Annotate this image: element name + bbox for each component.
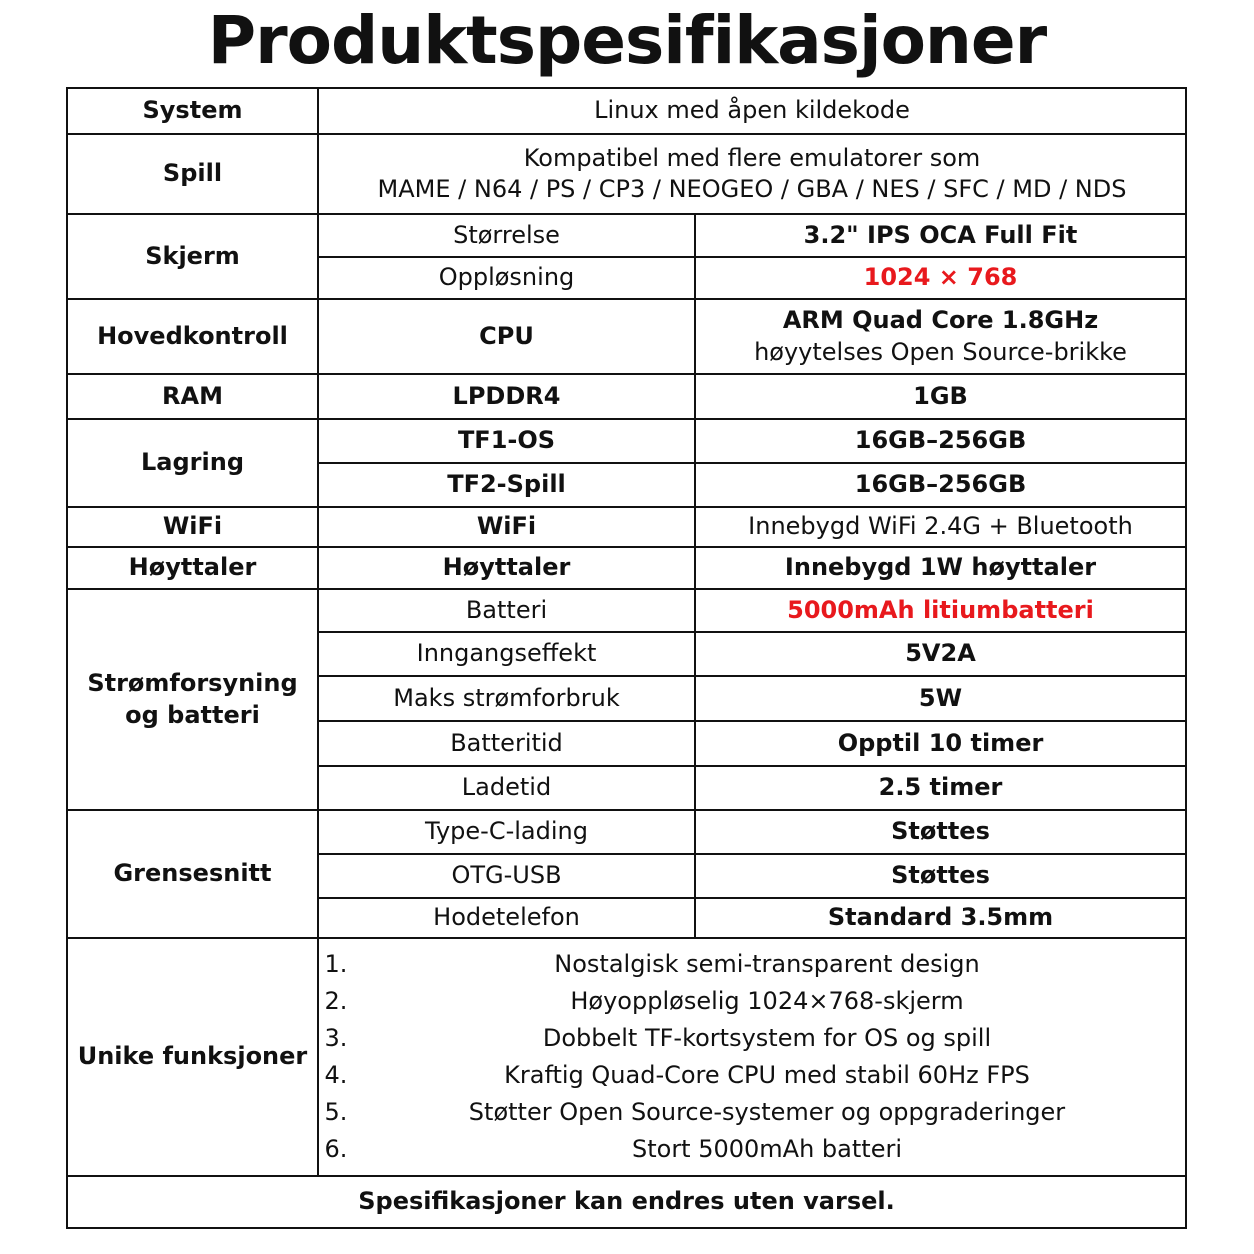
spill-value-line2: MAME / N64 / PS / CP3 / NEOGEO / GBA / NES / SFC / MD / NDS <box>377 175 1127 203</box>
row-ram <box>67 374 1186 419</box>
category-strom-line2: og batteri <box>125 700 260 729</box>
tf1-value: 16GB–256GB <box>695 419 1186 463</box>
grensesnitt-item-label: OTG-USB <box>318 854 695 898</box>
feature-item: 1. Nostalgisk semi-transparent design <box>355 946 1179 983</box>
system-value: Linux med åpen kildekode <box>318 88 1186 134</box>
category-wifi: WiFi <box>67 507 318 547</box>
feature-item: 2. Høyoppløselig 1024×768-skjerm <box>355 983 1179 1020</box>
features-list <box>325 946 1179 1168</box>
tf1-label: TF1-OS <box>318 419 695 463</box>
category-lagring: Lagring <box>67 419 318 507</box>
ram-value: 1GB <box>695 374 1186 419</box>
feature-item: 6. Stort 5000mAh batteri <box>355 1131 1179 1168</box>
strom-item-value: 5V2A <box>695 632 1186 676</box>
strom-item-label: Inngangseffekt <box>318 632 695 676</box>
category-ram: RAM <box>67 374 318 419</box>
grensesnitt-item-label: Hodetelefon <box>318 898 695 938</box>
category-spill: Spill <box>67 134 318 214</box>
features-cell <box>318 938 1186 1176</box>
category-skjerm: Skjerm <box>67 214 318 299</box>
skjerm-size-value: 3.2" IPS OCA Full Fit <box>695 214 1186 257</box>
row-footer <box>67 1176 1186 1228</box>
strom-item-label: Batteri <box>318 589 695 632</box>
strom-item-value: Opptil 10 timer <box>695 721 1186 766</box>
strom-item-label: Ladetid <box>318 766 695 810</box>
row-strom-1 <box>67 589 1186 632</box>
spill-value <box>318 134 1186 214</box>
row-skjerm-size <box>67 214 1186 257</box>
category-hoyttaler: Høyttaler <box>67 547 318 589</box>
tf2-value: 16GB–256GB <box>695 463 1186 507</box>
hoyttaler-label: Høyttaler <box>318 547 695 589</box>
row-spill <box>67 134 1186 214</box>
strom-item-label: Maks strømforbruk <box>318 676 695 721</box>
category-strom <box>67 589 318 810</box>
skjerm-res-label: Oppløsning <box>318 257 695 299</box>
hoyttaler-value: Innebygd 1W høyttaler <box>695 547 1186 589</box>
category-system: System <box>67 88 318 134</box>
skjerm-res-value: 1024 × 768 <box>695 257 1186 299</box>
page-title: Produktspesifikasjoner <box>207 2 1047 79</box>
row-lagring-tf1 <box>67 419 1186 463</box>
grensesnitt-item-label: Type-C-lading <box>318 810 695 854</box>
category-hovedkontroll: Hovedkontroll <box>67 299 318 374</box>
spill-value-line1: Kompatibel med flere emulatorer som <box>523 143 981 172</box>
strom-item-label: Batteritid <box>318 721 695 766</box>
row-wifi <box>67 507 1186 547</box>
cpu-value-line2: høyytelses Open Source-brikke <box>754 337 1127 366</box>
skjerm-size-label: Størrelse <box>318 214 695 257</box>
cpu-value-line1: ARM Quad Core 1.8GHz <box>782 306 1099 335</box>
wifi-label: WiFi <box>318 507 695 547</box>
category-grensesnitt: Grensesnitt <box>67 810 318 938</box>
strom-item-value: 2.5 timer <box>695 766 1186 810</box>
feature-item: 5. Støtter Open Source-systemer og oppgraderinger <box>355 1094 1179 1131</box>
spec-table <box>66 87 1187 1229</box>
row-unike <box>67 938 1186 1176</box>
category-unike: Unike funksjoner <box>67 938 318 1176</box>
grensesnitt-item-value: Støttes <box>695 810 1186 854</box>
strom-item-value: 5W <box>695 676 1186 721</box>
row-hovedkontroll <box>67 299 1186 374</box>
wifi-value: Innebygd WiFi 2.4G + Bluetooth <box>695 507 1186 547</box>
row-hoyttaler <box>67 547 1186 589</box>
cpu-value <box>695 299 1186 374</box>
cpu-label: CPU <box>318 299 695 374</box>
ram-type: LPDDR4 <box>318 374 695 419</box>
strom-item-value: 5000mAh litiumbatteri <box>695 589 1186 632</box>
category-strom-line1: Strømforsyning <box>87 669 298 698</box>
feature-item: 4. Kraftig Quad-Core CPU med stabil 60Hz FPS <box>355 1057 1179 1094</box>
footer-note: Spesifikasjoner kan endres uten varsel. <box>67 1176 1186 1228</box>
row-system <box>67 88 1186 134</box>
grensesnitt-item-value: Støttes <box>695 854 1186 898</box>
feature-item: 3. Dobbelt TF-kortsystem for OS og spill <box>355 1020 1179 1057</box>
tf2-label: TF2-Spill <box>318 463 695 507</box>
row-grensesnitt-1 <box>67 810 1186 854</box>
grensesnitt-item-value: Standard 3.5mm <box>695 898 1186 938</box>
